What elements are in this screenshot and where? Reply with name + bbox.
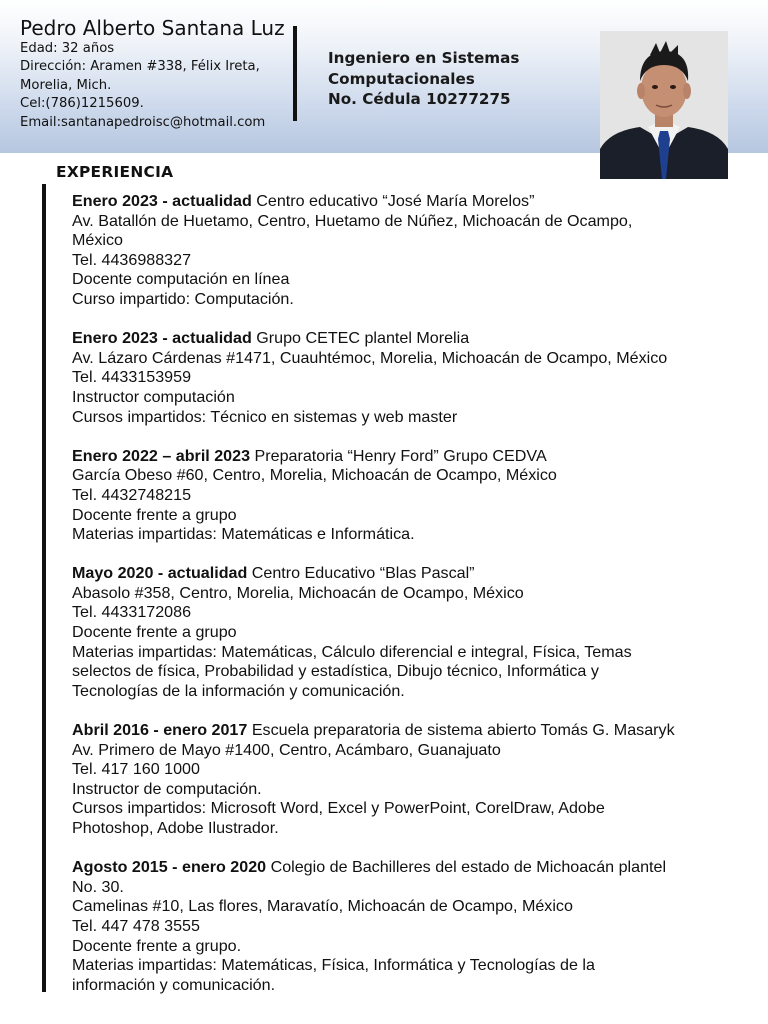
contact-age: Edad: 32 años (20, 41, 115, 56)
entry-line: Docente frente a grupo. (72, 936, 242, 955)
section-left-rule (42, 184, 46, 992)
contact-email: Email:santanapedroisc@hotmail.com (20, 114, 266, 130)
entry-period: Agosto 2015 - enero 2020 (72, 858, 267, 877)
entry-institution: Centro Educativo “Blas Pascal” (247, 564, 475, 583)
entry-period: Mayo 2020 - actualidad (72, 564, 248, 583)
entry-line: No. 30. (72, 877, 124, 896)
contact-phone: Cel:(786)1215609. (20, 96, 144, 112)
entry-line: García Obeso #60, Centro, Morelia, Michoacán de Ocampo, México (72, 466, 557, 485)
entry-institution: Centro educativo “José María Morelos” (251, 192, 535, 210)
entry-institution: Escuela preparatoria de sistema abierto Tomás G. Masaryk (247, 721, 675, 740)
entry-institution: Grupo CETEC plantel Morelia (251, 329, 470, 348)
entry-line: Docente computación en línea (72, 270, 290, 289)
entry-line: Camelinas #10, Las flores, Maravatío, Michoacán de Ocampo, México (72, 897, 573, 916)
contact-address: Dirección: Aramen #338, Félix Ireta, (20, 59, 260, 75)
cedula-number: No. Cédula 10277275 (328, 90, 511, 108)
entry-period: Enero 2023 - actualidad (72, 329, 252, 348)
entry-line: Av. Primero de Mayo #1400, Centro, Acámbaro, Guanajuato (72, 740, 501, 759)
profile-photo-illustration (600, 31, 728, 179)
entry-line: Abasolo #358, Centro, Morelia, Michoacán de Ocampo, México (72, 583, 524, 602)
entry-period: Enero 2023 - actualidad (72, 192, 252, 210)
entry-institution: Colegio de Bachilleres del estado de Michoacán plantel (266, 858, 667, 877)
entry-line: Curso impartido: Computación. (72, 289, 294, 308)
experience-entry (72, 858, 762, 995)
entry-line: Cursos impartidos: Microsoft Word, Excel y PowerPoint, CorelDraw, Adobe (72, 799, 605, 818)
entry-line: Tecnologías de la información y comunicación. (72, 681, 405, 700)
header-divider (293, 26, 297, 121)
entry-line: México (72, 231, 123, 250)
entry-line: Av. Lázaro Cárdenas #1471, Cuauhtémoc, Morelia, Michoacán de Ocampo, México (72, 348, 668, 367)
entry-line: Tel. 447 478 3555 (72, 916, 200, 935)
professional-title (328, 48, 588, 110)
experience-list (72, 192, 762, 1015)
entry-line: Materias impartidas: Matemáticas e Informática. (72, 525, 415, 544)
entry-line: Cursos impartidos: Técnico en sistemas y web master (72, 407, 458, 426)
contact-info (20, 40, 285, 132)
entry-line: Docente frente a grupo (72, 505, 237, 524)
entry-institution: Preparatoria “Henry Ford” Grupo CEDVA (250, 446, 547, 465)
experience-entry (72, 192, 762, 310)
entry-line: Instructor computación (72, 387, 235, 406)
experience-entry (72, 329, 762, 427)
contact-city: Morelia, Mich. (20, 77, 112, 93)
entry-line: Materias impartidas: Matemáticas, Física, Informática y Tecnologías de la (72, 956, 595, 975)
experience-entry (72, 447, 762, 545)
entry-line: información y comunicación. (72, 975, 276, 994)
title-line: Ingeniero en Sistemas (328, 49, 520, 67)
entry-line: Docente frente a grupo (72, 623, 237, 642)
experience-entry (72, 721, 762, 839)
entry-line: Instructor de computación. (72, 779, 262, 798)
entry-line: selectos de física, Probabilidad y estadística, Dibujo técnico, Informática y (72, 662, 599, 681)
entry-period: Enero 2022 – abril 2023 (72, 446, 251, 465)
entry-line: Photoshop, Adobe Ilustrador. (72, 819, 279, 837)
entry-period: Abril 2016 - enero 2017 (72, 721, 248, 740)
profile-photo (600, 31, 728, 179)
experience-entry (72, 564, 762, 701)
entry-line: Av. Batallón de Huetamo, Centro, Huetamo de Núñez, Michoacán de Ocampo, (72, 211, 633, 230)
experience-heading: EXPERIENCIA (56, 163, 174, 181)
entry-line: Tel. 417 160 1000 (72, 760, 200, 779)
entry-line: Tel. 4436988327 (72, 250, 192, 269)
candidate-name: Pedro Alberto Santana Luz (20, 16, 285, 40)
entry-line: Tel. 4433172086 (72, 603, 192, 622)
entry-line: Tel. 4432748215 (72, 485, 192, 504)
entry-line: Materias impartidas: Matemáticas, Cálculo diferencial e integral, Física, Temas (72, 642, 632, 661)
title-line: Computacionales (328, 69, 475, 88)
entry-line: Tel. 4433153959 (72, 368, 192, 387)
